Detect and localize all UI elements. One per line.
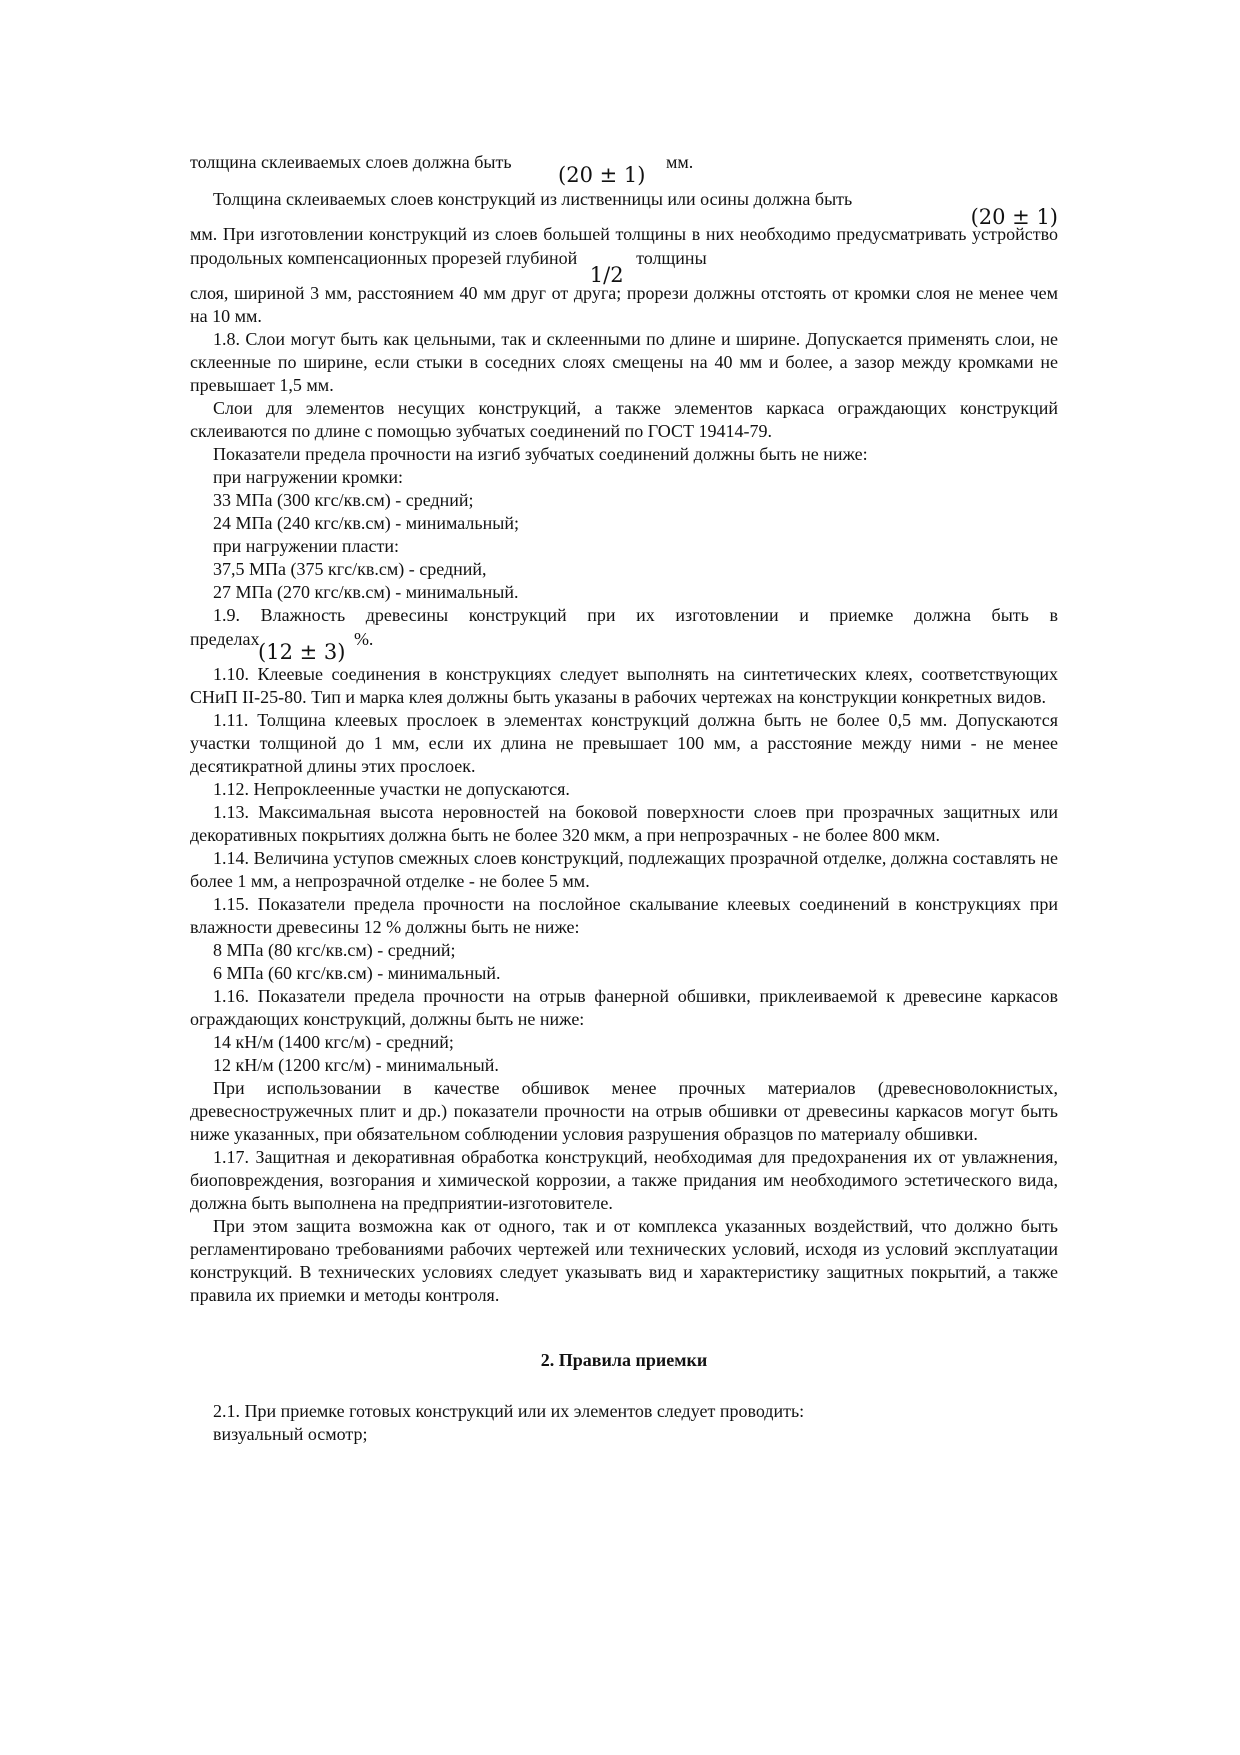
paragraph: слоя, шириной 3 мм, расстоянием 40 мм друг от друга; прорези должны отстоять от кромки слоя не менее чем на 10 мм. [190, 283, 1058, 326]
paragraph: 1.14. Величина уступов смежных слоев конструкций, подлежащих прозрачной отделке, должна составлять не более 1 мм, а непрозрачной отделке - не более 5 мм. [190, 848, 1058, 891]
paragraph: 1.16. Показатели предела прочности на отрыв фанерной обшивки, приклеиваемой к древесине каркасов ограждающих конструкций, должны быть не ниже: [190, 986, 1058, 1029]
text: толщины [636, 248, 707, 268]
paragraph: 1.13. Максимальная высота неровностей на боковой поверхности слоев при прозрачных защитных или декоративных покрытиях должна быть не более 320 мкм, а при непрозрачных - не более 800 мкм. [190, 802, 1058, 845]
paragraph: 1.8. Слои могут быть как цельными, так и склеенными по длине и ширине. Допускается применять слои, не склеенные по ширине, если стыки в соседних слоях смещены на 40 мм и более, а зазор между кромками не превышает 1,5 мм. [190, 329, 1058, 395]
formula: (20 ± 1) [970, 205, 1058, 229]
section-heading: 2. Правила приемки [540, 1350, 708, 1370]
paragraph: Слои для элементов несущих конструкций, а также элементов каркаса ограждающих конструкций склеиваются по длине с помощью зубчатых соединений по ГОСТ 19414-79. [190, 398, 1058, 441]
list-item: 14 кН/м (1400 кгс/м) - средний; [213, 1032, 454, 1052]
list-item: 37,5 МПа (375 кгс/кв.см) - средний, [213, 559, 487, 579]
text: толщина склеиваемых слоев должна быть [190, 152, 512, 172]
paragraph: 1.15. Показатели предела прочности на послойное скалывание клеевых соединений в конструкциях при влажности древесины 12 % должны быть не ниже: [190, 894, 1058, 937]
list-item: при нагружении пласти: [213, 536, 399, 556]
paragraph: Показатели предела прочности на изгиб зубчатых соединений должны быть не ниже: [213, 444, 868, 464]
paragraph: 1.9. Влажность древесины конструкций при их изготовлении и приемке должна быть в [213, 605, 1058, 625]
list-item: 8 МПа (80 кгс/кв.см) - средний; [213, 940, 456, 960]
paragraph [190, 223, 1058, 287]
paragraph: При использовании в качестве обшивок менее прочных материалов (древесноволокнистых, древесностружечных плит и др.) показатели прочности на отрыв обшивки от древесины каркасов могут быть ниже указанных, при обязательном соблюдении условия разрушения образцов по материалу обшивки. [190, 1078, 1058, 1144]
text: мм. [665, 152, 694, 172]
list-item: 12 кН/м (1200 кгс/м) - минимальный. [213, 1055, 499, 1075]
list-item: 6 МПа (60 кгс/кв.см) - минимальный. [213, 963, 501, 983]
document-page [190, 150, 1058, 1446]
list-item: 27 МПа (270 кгс/кв.см) - минимальный. [213, 582, 519, 602]
paragraph: 1.11. Толщина клеевых прослоек в элементах конструкций должна быть не более 0,5 мм. Допускаются участки толщиной до 1 мм, если их длина не превышает 100 мм, а расстояние между ними - не менее десятикратной длины этих прослоек. [190, 710, 1058, 776]
paragraph: 1.17. Защитная и декоративная обработка конструкций, необходимая для предохранения их от увлажнения, биоповреждения, возгорания и химической коррозии, а также придания им необходимого эстетического вида, должна быть выполнена на предприятии-изготовителе. [190, 1147, 1058, 1213]
formula: (12 ± 3) [258, 640, 346, 664]
formula: (20 ± 1) [558, 163, 646, 187]
list-item: при нагружении кромки: [213, 467, 404, 487]
list-item: 33 МПа (300 кгс/кв.см) - средний; [213, 490, 474, 510]
text: Толщина склеиваемых слоев конструкций из лиственницы или осины должна быть [213, 189, 853, 209]
formula: 1/2 [589, 263, 624, 287]
text: пределах [190, 629, 260, 649]
paragraph: При этом защита возможна как от одного, так и от комплекса указанных воздействий, что должно быть регламентировано требованиями рабочих чертежей или технических условий, исходя из условий эксплуатации конструкций. В технических условиях следует указывать вид и характеристику защитных покрытий, а также правила их приемки и методы контроля. [190, 1216, 1058, 1305]
paragraph: 1.12. Непроклеенные участки не допускаются. [213, 779, 570, 799]
paragraph [190, 627, 1058, 664]
paragraph: 1.10. Клеевые соединения в конструкциях следует выполнять на синтетических клеях, соответствующих СНиП II-25-80. Тип и марка клея должны быть указаны в рабочих чертежах на конструкции конкретных видов. [190, 664, 1058, 707]
paragraph [190, 188, 1058, 229]
text: %. [353, 629, 374, 649]
text: мм. При изготовлении конструкций из слоев большей толщины в них необходимо предусматривать устройство продольных компенсационных прорезей глубиной [190, 224, 1058, 268]
paragraph: 2.1. При приемке готовых конструкций или их элементов следует проводить: [213, 1401, 805, 1421]
paragraph [190, 150, 1058, 187]
list-item: визуальный осмотр; [213, 1424, 368, 1444]
list-item: 24 МПа (240 кгс/кв.см) - минимальный; [213, 513, 519, 533]
